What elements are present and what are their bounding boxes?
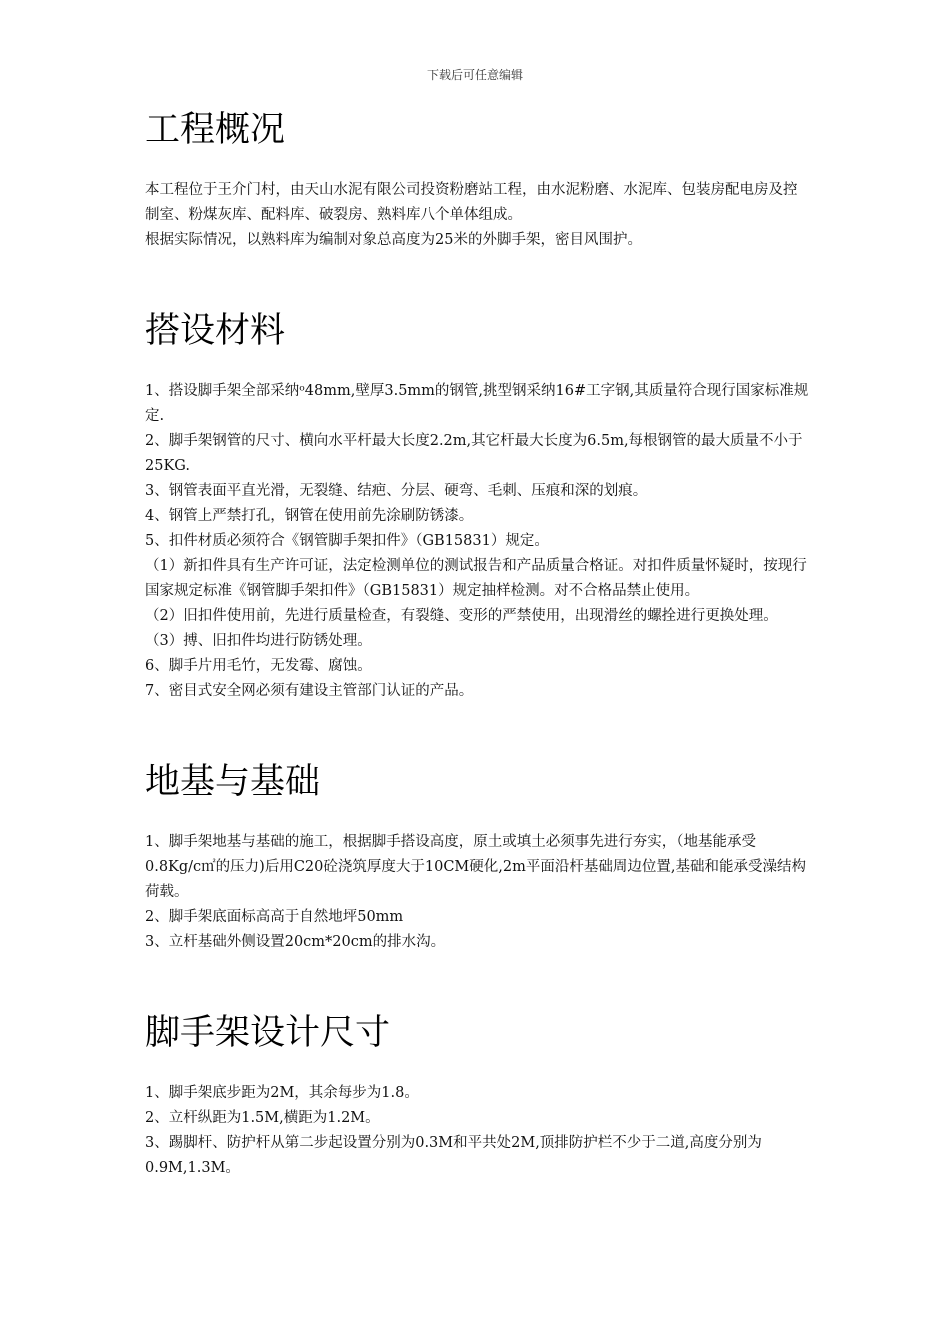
section-title: 搭设材料 — [145, 311, 286, 351]
paragraph: 1、脚手架底步距为2M，其余每步为1.8。 — [145, 1085, 419, 1101]
paragraph: （1）新扣件具有生产许可证，法定检测单位的测试报告和产品质量合格证。对扣件质量怀疑时，按现行国家规定标准《钢管脚手架扣件》（GB15831）规定抽样检测。对不合格品禁止使用。 — [145, 558, 807, 599]
paragraph: 3、踢脚杆、防护杆从第二步起设置分别为0.3M和平共处2M,顶排防护栏不少于二道,高度分别为0.9M,1.3M。 — [145, 1135, 762, 1176]
section-body — [145, 830, 809, 955]
section-body — [145, 178, 809, 253]
paragraph: 2、立杆纵距为1.5M,横距为1.2M。 — [145, 1110, 380, 1126]
paragraph: 1、搭设脚手架全部采纳ᵒ48mm,壁厚3.5mm的钢管,挑型钢采纳16#工字钢,其质量符合现行国家标准规定. — [145, 383, 809, 424]
paragraph: （3）搏、旧扣件均进行防锈处理。 — [145, 633, 372, 649]
section-foundation — [145, 756, 809, 955]
paragraph: 1、脚手架地基与基础的施工，根据脚手搭设高度，原土或填土必须事先进行夯实，（地基能承受0.8Kg/c㎡的压力)后用C20砼浇筑厚度大于10CM硬化,2m平面沿杆基础周边位置,基础和能承受澡结构荷载。 — [145, 834, 806, 900]
header-note: 下载后可任意编辑 — [426, 68, 523, 82]
section-project-overview — [145, 104, 809, 253]
paragraph: 3、钢管表面平直光滑，无裂缝、结疤、分层、硬弯、毛刺、压痕和深的划痕。 — [145, 483, 648, 499]
section-body — [145, 379, 809, 704]
document-body — [145, 104, 809, 1233]
paragraph: 7、密目式安全网必须有建设主管部门认证的产品。 — [145, 683, 474, 699]
paragraph: 6、脚手片用毛竹，无发霉、腐蚀。 — [145, 658, 372, 674]
section-title: 脚手架设计尺寸 — [145, 1013, 391, 1053]
paragraph: 4、钢管上严禁打孔，钢管在使用前先涂刷防锈漆。 — [145, 508, 474, 524]
paragraph: 5、扣件材质必须符合《钢管脚手架扣件》（GB15831）规定。 — [145, 533, 549, 549]
paragraph: 根据实际情况，以熟料库为编制对象总高度为25米的外脚手架，密目风围护。 — [145, 232, 642, 248]
section-title: 工程概况 — [145, 110, 286, 150]
section-design-dimensions — [145, 1007, 809, 1181]
section-materials — [145, 305, 809, 704]
paragraph: 2、脚手架钢管的尺寸、横向水平杆最大长度2.2m,其它杆最大长度为6.5m,每根钢管的最大质量不小于25KG. — [145, 433, 803, 474]
paragraph: （2）旧扣件使用前，先进行质量检查，有裂缝、变形的严禁使用，出现滑丝的螺拴进行更换处理。 — [145, 608, 778, 624]
section-title: 地基与基础 — [145, 762, 321, 802]
section-body — [145, 1081, 809, 1181]
paragraph: 3、立杆基础外侧设置20cm*20cm的排水沟。 — [145, 934, 446, 950]
paragraph: 本工程位于王介门村，由天山水泥有限公司投资粉磨站工程，由水泥粉磨、水泥库、包装房配电房及控制室、粉煤灰库、配料库、破裂房、熟料库八个单体组成。 — [145, 182, 798, 223]
paragraph: 2、脚手架底面标高高于自然地坪50mm — [145, 909, 404, 925]
